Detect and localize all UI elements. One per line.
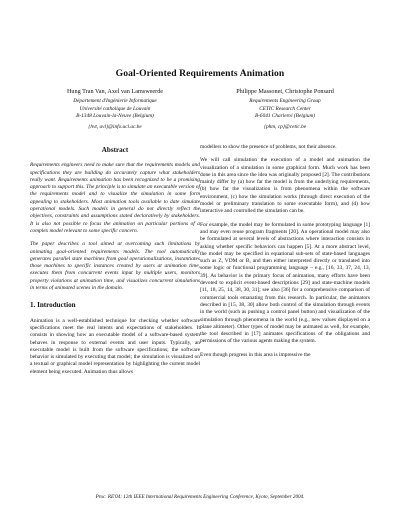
abstract-section bbox=[30, 147, 200, 292]
author-names-right: Philippe Massonet, Christophe Ponsard bbox=[236, 88, 334, 95]
author-email-right: {phm, cp}@cetic.be bbox=[263, 123, 307, 130]
right-paragraph-3: For example, the model may be formulated in some prototyping language [1] and may even reuse program fragments [20]. An operational model may also be formulated at several levels of abstractions where interaction consists in asking whether specific behaviors can happen [5]. At a more abstract level, the model may be specified in equational sub-sets of state-based languages such as Z, VDM or B, and then either interpreted directly or translated into some logic or functional programming language – e.g., [16, 33, 37, 24, 13, 39]. As behavior is the primary focus of animation, many efforts have been devoted to explicit event-based descriptions [29] and state-machine models [11, 18, 25, 14, 38, 30, 31]; see also [36] for a comprehensive comparison of commercial tools emanating from this research. In particular, the animators described in [15, 38, 30] allow both control of the simulation through events in the world (such as pushing a control panel button) and visualization of the simulation through phenomena in the world (e.g., new values displayed on a plane altimeter). Other types of model may be animated as well, for example, the tool described in [17] animates specifications of the obligations and permissions of the various agents making the system. bbox=[200, 221, 370, 345]
affiliation-line-3-left: B-1348 Louvain-la-Neuve (Belgium) bbox=[76, 113, 154, 120]
author-block-left bbox=[30, 88, 200, 131]
right-paragraph-4: Even though progress in this area is impressive the bbox=[200, 351, 311, 358]
abstract-heading: Abstract bbox=[101, 146, 129, 154]
right-paragraph-2: We will call simulation the execution of a model and animation the visualization of a simulation in some graphical form. Much work has been done in this area since the idea was originally proposed [2]. The contributions mainly differ by (a) how far the model is from the underlying requirements, (b) how far the visualization is from phenomena within the software environment, (c) how the simulation works (through direct execution of the model or preliminary translation to some executable form), and (d) how interactive and controlled the simulation can be. bbox=[200, 157, 370, 215]
author-email-left: {hvt, avl}@info.ucl.ac.be bbox=[88, 123, 142, 130]
abstract-paragraph-1: Requirements engineers need to make sure that the requirements models and specifications they are building do accurately capture what stakeholders really want. Requirements animation has been recognized to be a promising approach to support this. The principle is to simulate an executable version of the requirements model and to visualize the simulation in some form appealing to stakeholders. Most animation tools available to date simulate operational models. Such models in general do not directly reflect the objectives, constraints and assumptions stated declaratively by stakeholders. It is also not possible to focus the animation on particular portions of a complex model relevant to some specific concern. bbox=[30, 162, 201, 234]
paper-title: Goal-Oriented Requirements Animation bbox=[115, 68, 285, 79]
affiliation-line-2-right: CETIC Research Center bbox=[259, 105, 311, 112]
affiliation-line-1-right: Requirements Engineering Group bbox=[249, 98, 321, 105]
left-column bbox=[30, 147, 200, 382]
right-paragraph-1: modellers to show the presence of problems, not their absence. bbox=[200, 144, 337, 150]
abstract-paragraph-2: The paper describes a tool aimed at overcoming such limitations by animating goal-oriented requirements models. The tool automatically generates parallel state machines from goal operationalizations, instantiates those machines to specific instances created by users at animation time, executes them from concurrent events input by multiple users, monitors property violations at animation time, and visualizes concurrent simulations in terms of animated scenes in the domain. bbox=[30, 241, 200, 292]
affiliation-line-2-left: Université catholique de Louvain bbox=[79, 105, 151, 112]
affiliation-line-1-left: Département d'Ingénierie Informatique bbox=[73, 98, 157, 105]
affiliation-line-3-right: B-6041 Charleroi (Belgium) bbox=[254, 113, 316, 120]
introduction-paragraph-1: Animation is a well-established technique for checking whether software specifications meet the real intents and expectations of stakeholders. It consists in showing how an executable model of a software-based system behaves in response to external events and user inputs. Typically, an executable model is built from the software specifications; the software behavior is simulated by executing that model; the simulation is visualized on a textual or graphical model representation by highlighting the current model element being executed. Animation thus allows bbox=[30, 317, 200, 375]
right-column bbox=[200, 144, 370, 365]
introduction-heading: 1. Introduction bbox=[30, 301, 76, 310]
author-block-right bbox=[200, 88, 370, 131]
author-names-left: Hung Tran Van, Axel van Lamsweerde bbox=[66, 88, 164, 95]
conference-footer: Proc. RE'04: 12th IEEE International Requirements Engineering Conference, Kyoto, September 2004. bbox=[95, 494, 305, 500]
